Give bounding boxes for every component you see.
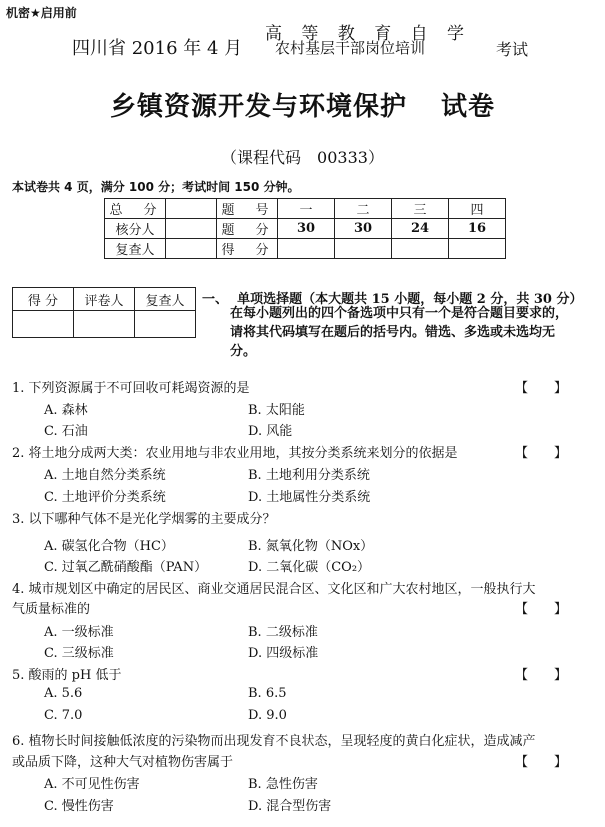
page-title [0, 86, 605, 123]
option-a: A. 土地自然分类系统 [44, 468, 166, 483]
question-stem-continued: 气质量标准的 [12, 602, 91, 617]
option-d: D. 混合型伤害 [248, 799, 332, 814]
option-b: B. 二级标准 [248, 625, 318, 640]
option-d: D. 土地属性分类系统 [248, 490, 371, 505]
grader-score-label: 得 分 [13, 288, 74, 311]
score-cell [335, 239, 392, 259]
question-stem: 5. 酸雨的 pH 低于 [12, 668, 122, 683]
question-stem: 3. 以下哪种气体不是光化学烟雾的主要成分？ [12, 512, 276, 527]
option-d: D. 四级标准 [248, 646, 319, 661]
section-number: 一、 [202, 292, 229, 307]
points-value: 30 [278, 219, 335, 239]
points-value: 30 [335, 219, 392, 239]
option-b: B. 急性伤害 [248, 777, 318, 792]
option-b: B. 太阳能 [248, 403, 305, 418]
grader-reviewer-cell [135, 311, 196, 338]
option-a: A. 森林 [44, 403, 88, 418]
paper-title: 试卷 [441, 92, 496, 122]
answer-bracket: 【 】 [515, 755, 568, 770]
option-b: B. 6.5 [248, 686, 287, 701]
section-label: 三 [392, 199, 449, 219]
question-stem: 6. 植物长时间接触低浓度的污染物而出现发育不良状态，呈现轻度的黄白化症状，造成减产 [12, 734, 536, 749]
score-cell [449, 239, 506, 259]
total-score-cell [166, 199, 217, 219]
checker-cell [166, 219, 217, 239]
question-stem: 1. 下列资源属于不可回收可耗竭资源的是 [12, 381, 250, 396]
option-d: D. 风能 [248, 424, 293, 439]
section-description: 在每小题列出的四个备选项中只有一个是符合题目要求的，请将其代码填写在题后的括号内。错选、多选或未选均无分。 [230, 306, 569, 359]
score-label: 得 分 [217, 239, 278, 259]
exam-intro: 本试卷共 4 页，满分 100 分；考试时间 150 分钟。 [12, 180, 300, 194]
course-code: （课程代码 00333） [221, 148, 384, 167]
province-date: 四川省 2016 年 4 月 [72, 38, 243, 59]
answer-bracket: 【 】 [515, 381, 568, 396]
points-value: 24 [392, 219, 449, 239]
option-c: C. 土地评价分类系统 [44, 490, 166, 505]
question-no-label: 题 号 [217, 199, 278, 219]
answer-bracket: 【 】 [515, 446, 568, 461]
option-c: C. 石油 [44, 424, 88, 439]
grader-table [12, 287, 196, 338]
score-cell [392, 239, 449, 259]
section-label: 一 [278, 199, 335, 219]
answer-bracket: 【 】 [515, 602, 568, 617]
section-title: 单项选择题（本大题共 15 小题，每小题 2 分，共 30 分） [237, 292, 583, 307]
exam-type-top: 高 等 教 育 自 学 [265, 24, 472, 44]
option-d: D. 二氧化碳（CO₂） [248, 560, 371, 575]
checker-label: 核分人 [105, 219, 166, 239]
option-b: B. 土地利用分类系统 [248, 468, 370, 483]
option-c: C. 慢性伤害 [44, 799, 114, 814]
reviewer-cell [166, 239, 217, 259]
score-cell [278, 239, 335, 259]
option-d: D. 9.0 [248, 708, 287, 723]
section-label: 二 [335, 199, 392, 219]
option-c: C. 三级标准 [44, 646, 114, 661]
points-value: 16 [449, 219, 506, 239]
total-label: 总 分 [105, 199, 166, 219]
option-a: A. 一级标准 [44, 625, 114, 640]
points-label: 题 分 [217, 219, 278, 239]
option-b: B. 氮氧化物（NOx） [248, 539, 374, 554]
option-a: A. 碳氢化合物（HC） [44, 539, 174, 554]
answer-bracket: 【 】 [515, 668, 568, 683]
course-title: 乡镇资源开发与环境保护 [109, 92, 407, 122]
question-stem: 2. 将土地分成两大类：农业用地与非农业用地，其按分类系统来划分的依据是 [12, 446, 458, 461]
option-c: C. 过氧乙酰硝酸酯（PAN） [44, 560, 208, 575]
option-c: C. 7.0 [44, 708, 83, 723]
option-a: A. 5.6 [44, 686, 83, 701]
grader-score-cell [13, 311, 74, 338]
reviewer-label: 复查人 [105, 239, 166, 259]
question-stem: 4. 城市规划区中确定的居民区、商业交通居民混合区、文化区和广大农村地区，一般执行大 [12, 582, 536, 597]
question-stem-continued: 或品质下降，这种大气对植物伤害属于 [12, 755, 234, 770]
section-label: 四 [449, 199, 506, 219]
grader-label: 评卷人 [74, 288, 135, 311]
confidential-label: 机密★启用前 [6, 6, 77, 20]
score-table [104, 198, 506, 259]
exam-word: 考试 [496, 40, 529, 59]
exam-type-bottom: 农村基层干部岗位培训 [275, 39, 426, 57]
grader-cell [74, 311, 135, 338]
option-a: A. 不可见性伤害 [44, 777, 140, 792]
grader-reviewer-label: 复查人 [135, 288, 196, 311]
